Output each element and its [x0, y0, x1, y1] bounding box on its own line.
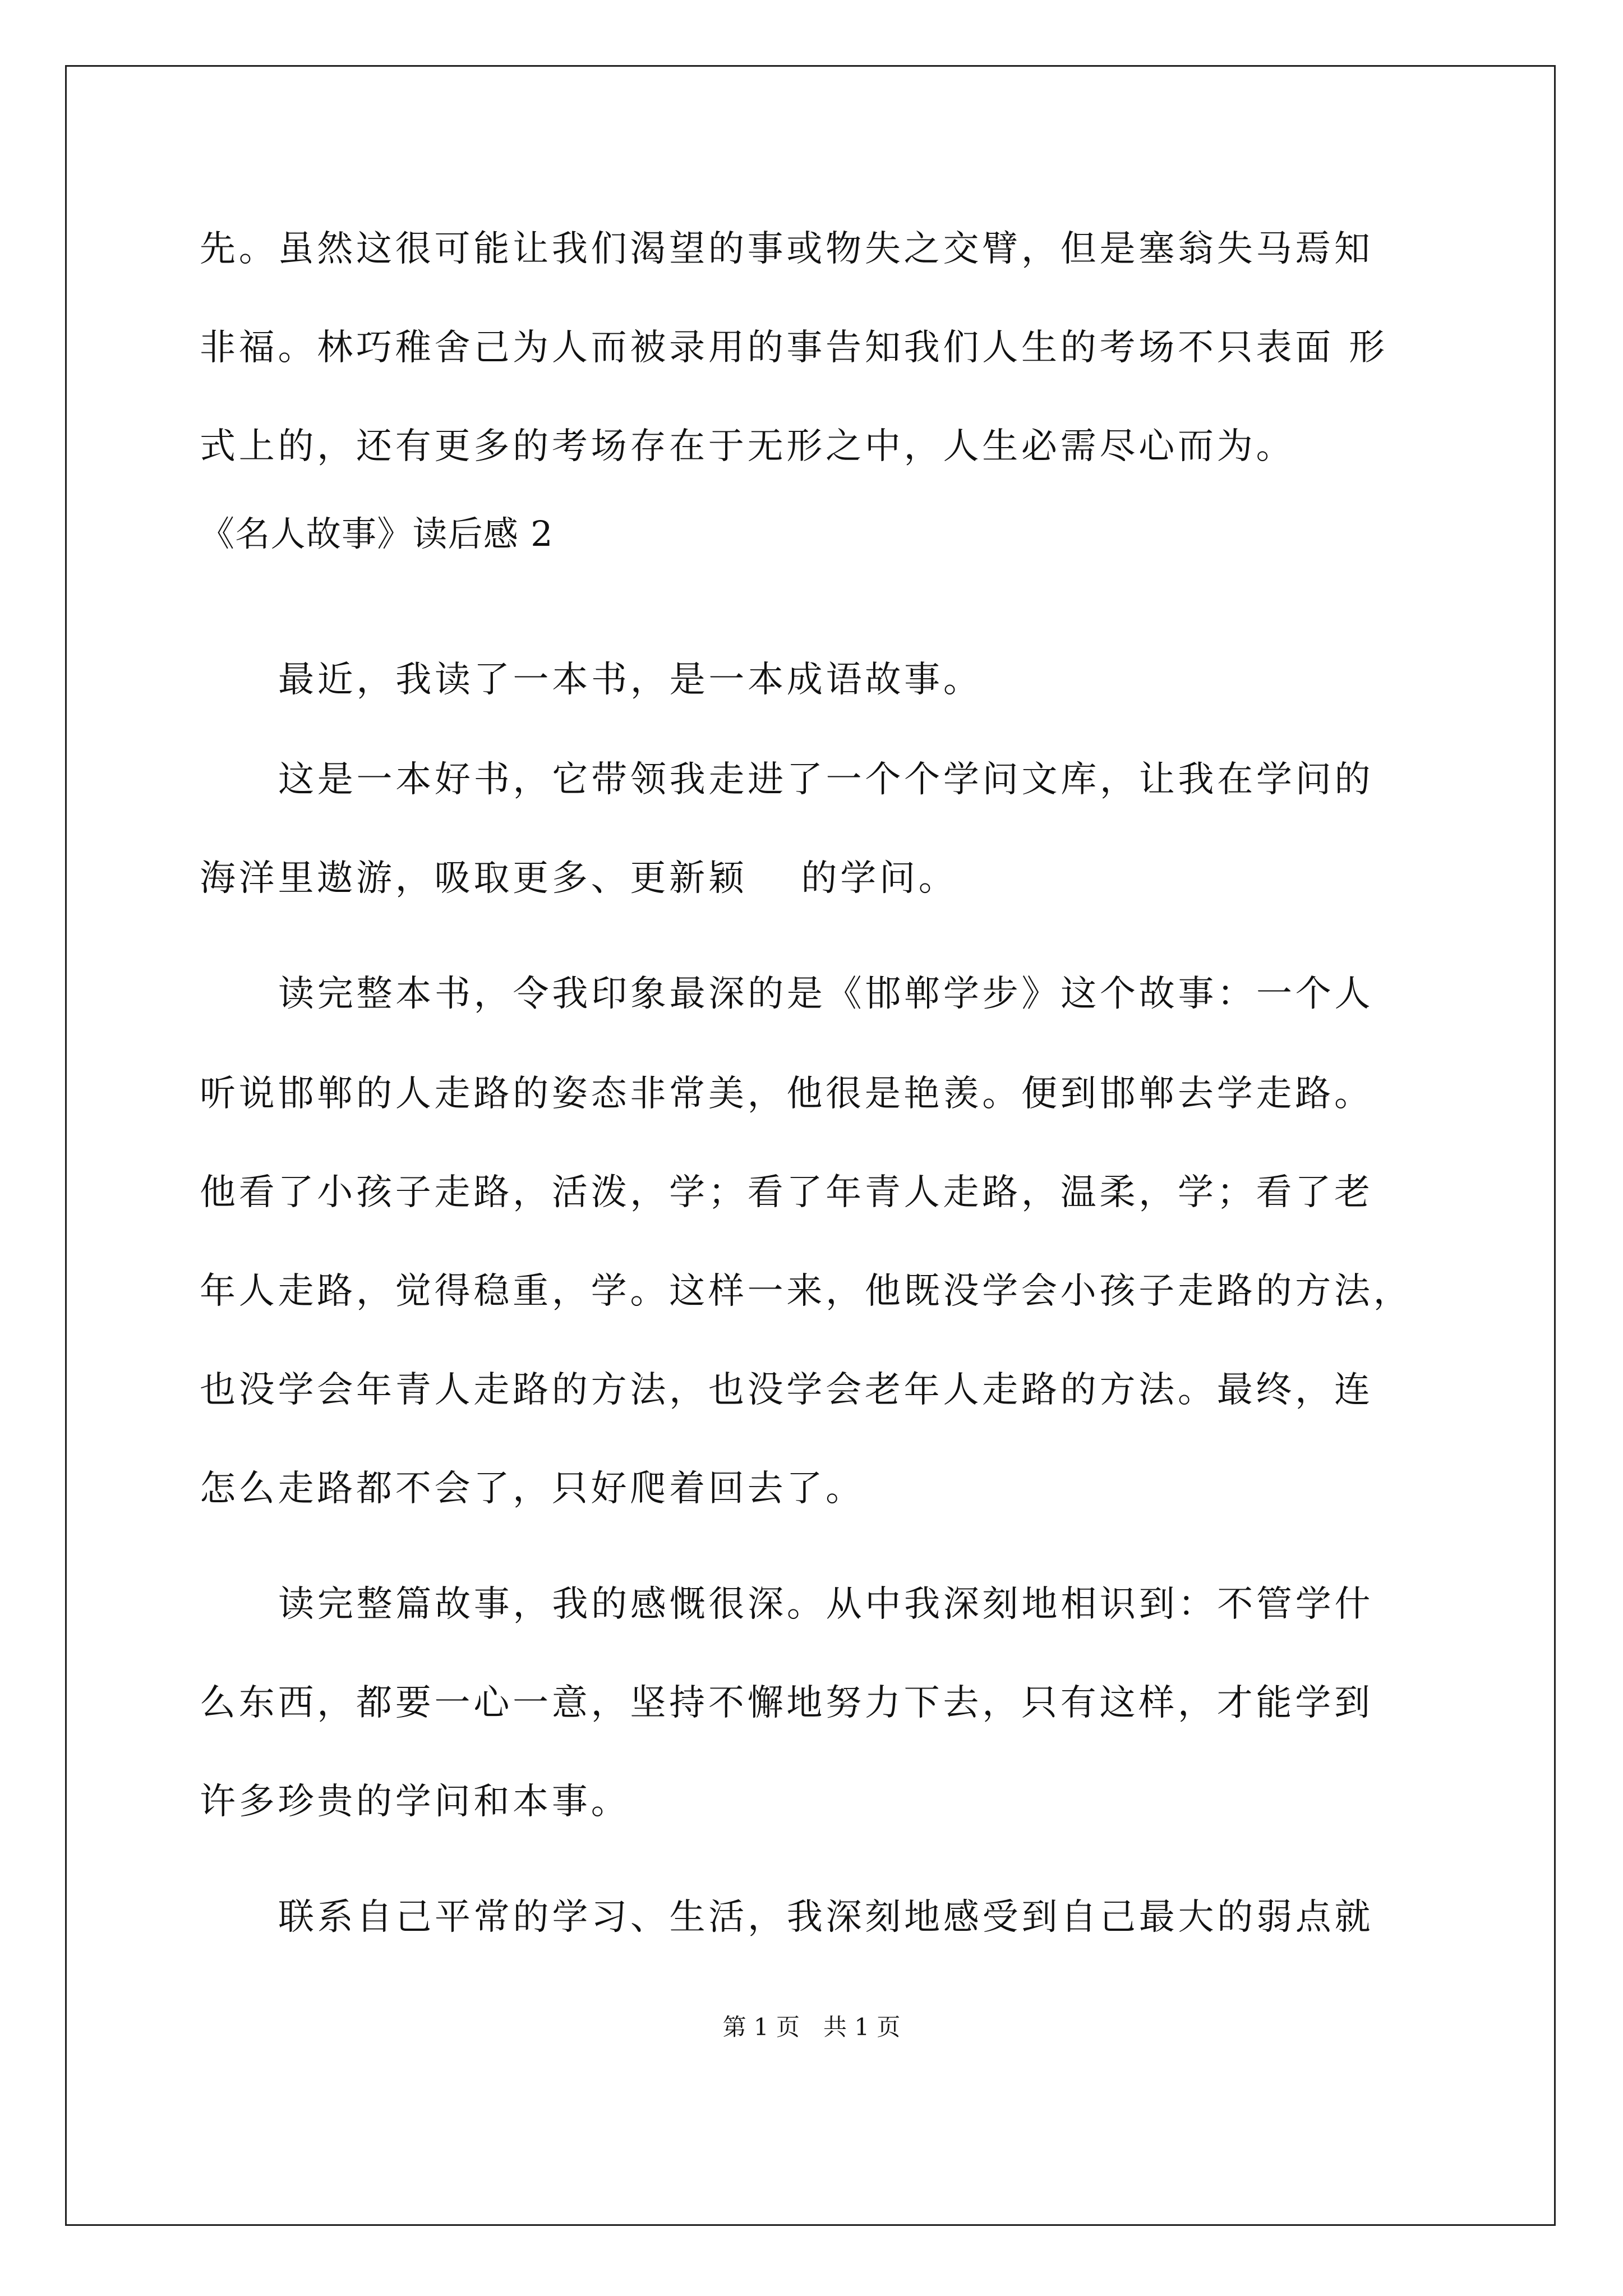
- paragraph-5-line-1: 联系自己平常的学习、生活，我深刻地感受到自己最大的弱点就: [278, 1897, 1374, 1938]
- paragraph-2-line-2: 海洋里遨游，吸取更多、更新颖 的学问。: [200, 858, 958, 899]
- page-number-footer: 第 1 页 共 1 页: [722, 2013, 901, 2041]
- paragraph-4-line-2: 么东西，都要一心一意，坚持不懈地努力下去，只有这样，才能学到: [200, 1682, 1373, 1724]
- section-heading: 《名人故事》读后感 2: [200, 513, 554, 554]
- body-line-3: 式上的，还有更多的考场存在于无形之中，人生必需尽心而为。: [200, 426, 1295, 467]
- paragraph-4-line-1: 读完整篇故事，我的感慨很深。从中我深刻地相识到：不管学什: [278, 1584, 1374, 1625]
- body-line-1: 先。虽然这很可能让我们渴望的事或物失之交臂，但是塞翁失马焉知: [200, 228, 1373, 270]
- body-line-2: 非福。林巧稚舍己为人而被录用的事告知我们人生的考场不只表面 形: [200, 327, 1388, 369]
- paragraph-4-line-3: 许多珍贵的学问和本事。: [200, 1781, 630, 1823]
- paragraph-3-line-1: 读完整本书，令我印象最深的是《邯郸学步》这个故事：一个人: [278, 973, 1374, 1015]
- paragraph-1-line-1: 最近，我读了一本书，是一本成语故事。: [278, 659, 983, 701]
- paragraph-2-line-1: 这是一本好书，它带领我走进了一个个学问文库，让我在学问的: [278, 759, 1374, 800]
- paragraph-3-line-2: 听说邯郸的人走路的姿态非常美，他很是艳羡。便到邯郸去学走路。: [200, 1073, 1373, 1115]
- paragraph-3-line-5: 也没学会年青人走路的方法，也没学会老年人走路的方法。最终，连: [200, 1369, 1373, 1411]
- paragraph-3-line-4: 年人走路，觉得稳重，学。这样一来，他既没学会小孩子走路的方法，: [200, 1271, 1413, 1312]
- paragraph-3-line-3: 他看了小孩子走路，活泼，学；看了年青人走路，温柔，学；看了老: [200, 1172, 1373, 1213]
- paragraph-3-line-6: 怎么走路都不会了，只好爬着回去了。: [200, 1468, 865, 1510]
